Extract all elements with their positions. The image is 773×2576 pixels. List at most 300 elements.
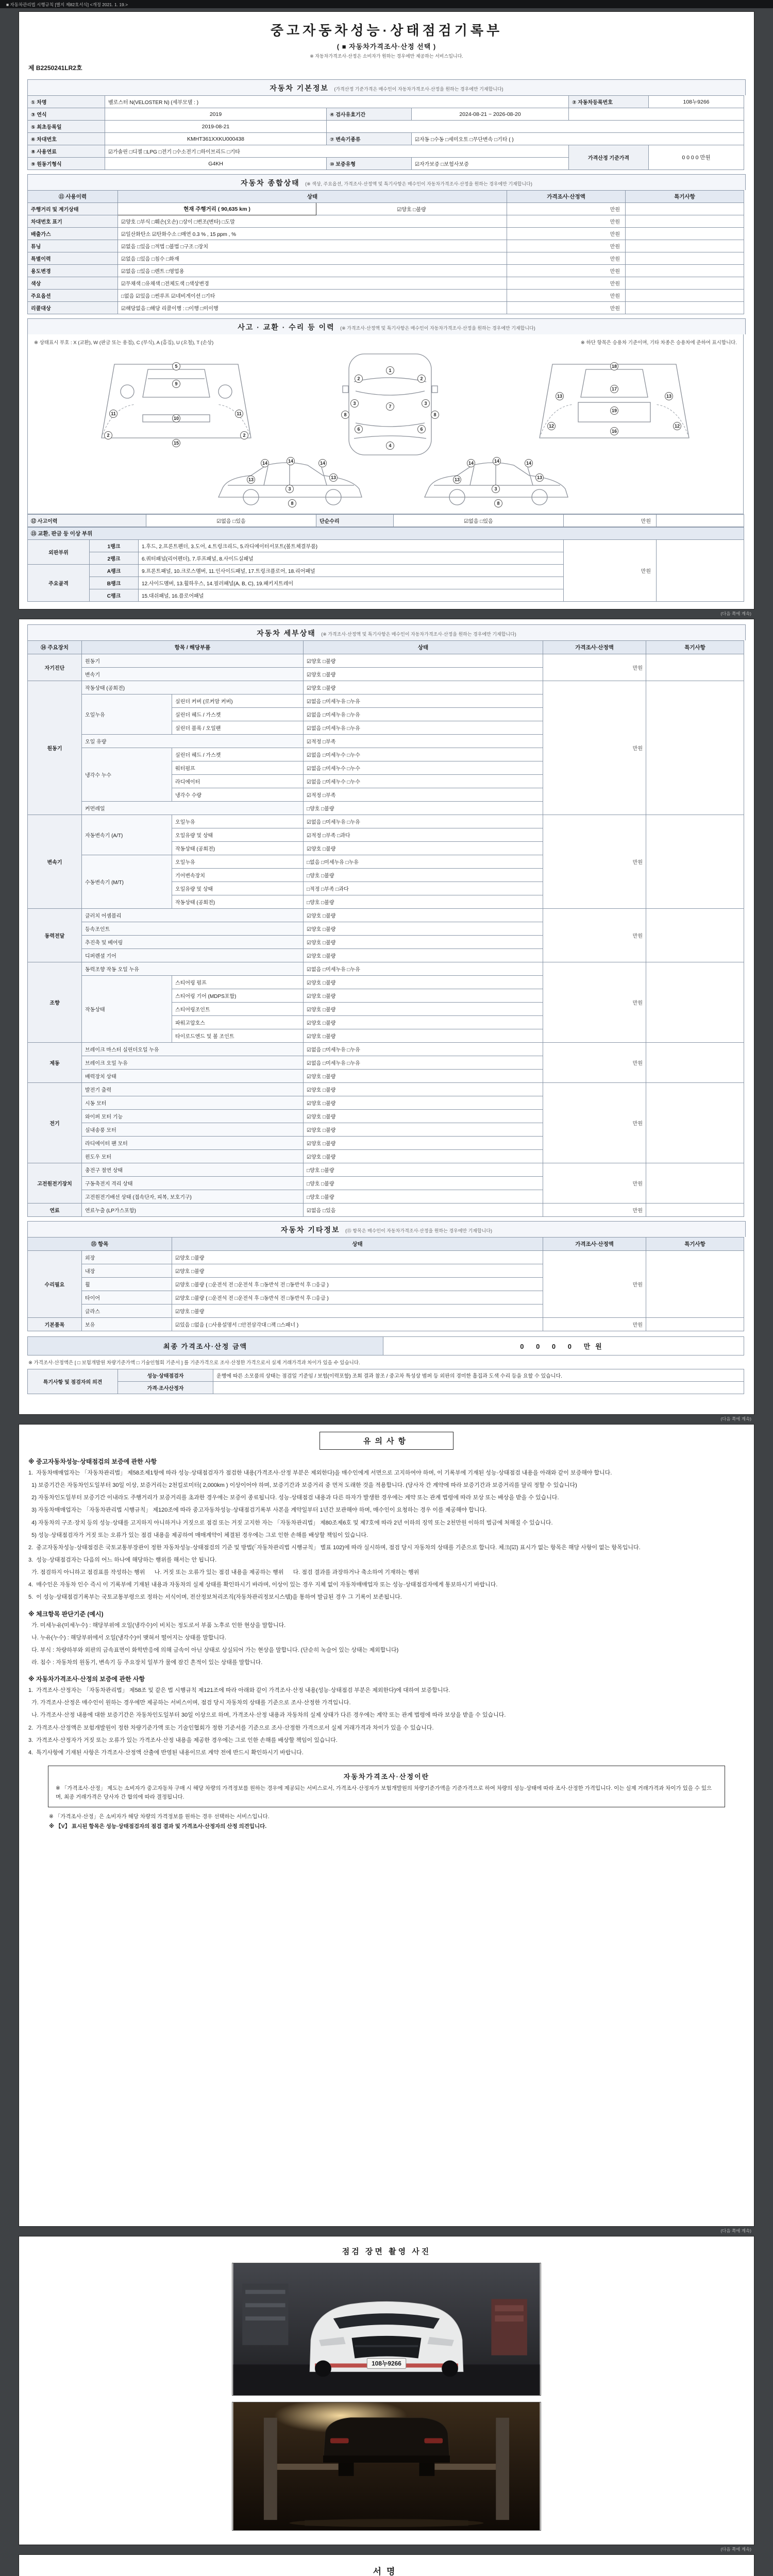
notice-paragraph: 1. 가격조사·산정자는 「자동차관리법」 제58조 및 같은 법 시행규칙 제121조에 따라 아래와 같이 가격조사·산정 내용(성능·상태점검 부분은 제외한다)에 대하여 보증합니다. xyxy=(28,1687,450,1694)
checkbox-group[interactable]: ☑자가보증 □보험사보증 xyxy=(412,158,569,170)
checkbox-group[interactable]: ☑없음 □미세누유 □누유 xyxy=(304,815,543,828)
field-value: 디퍼렌셜 기어 xyxy=(82,949,304,962)
field-value: 타이로드엔드 및 볼 조인트 xyxy=(172,1029,304,1043)
checkbox-group[interactable]: ☑양호 □불량 xyxy=(304,1150,543,1163)
checkbox-group[interactable]: □양호 □불량 xyxy=(304,1163,543,1177)
checkbox-group[interactable]: ☑양호 □불량 xyxy=(172,1304,543,1318)
checkbox-group[interactable]: ☑가솔린 □디젤 □LPG □전기 □수소전기 □하이브리드 □기타 xyxy=(105,145,569,158)
checkbox-group[interactable]: □없음 □미세누유 □누유 xyxy=(304,855,543,869)
page-continue-caption: (다음 쪽에 계속) xyxy=(720,611,751,616)
price-amount-cell: 만원 xyxy=(507,265,626,277)
notice-section-heading: ※ 자동차가격조사·산정의 보증에 관한 사항 xyxy=(28,1675,145,1683)
part-number-label: 6 xyxy=(357,427,360,432)
notice-section-heading: ※ 중고자동차성능·상태점검의 보증에 관한 사항 xyxy=(28,1458,157,1465)
field-value: 고전원전기배선 상태 (접속단자, 피복, 보호기구) xyxy=(82,1190,304,1204)
part-number-label: 9 xyxy=(175,381,178,386)
field-value: 발전기 출력 xyxy=(82,1083,304,1096)
checkbox-group[interactable]: ☑없음 □있음 xyxy=(304,1204,543,1217)
checkbox-group[interactable]: □적정 □부족 □과다 xyxy=(304,882,543,895)
status-code-legend: ※ 상태표시 부호 : X (교환), W (판금 또는 용접), C (부식), A (흠집), U (요철), T (손상) xyxy=(34,340,214,346)
field-label: 기본품목 xyxy=(28,1318,82,1331)
checkbox-group[interactable]: ☑양호 □불량 xyxy=(304,949,543,962)
vehicle-model-name: 벨로스터 N(VELOSTER N) (세부모델 : ) xyxy=(105,96,569,108)
checkbox-group[interactable]: ☑양호 □불량 xyxy=(304,1016,543,1029)
part-number-label: 2 xyxy=(357,376,360,381)
column-header: 상태 xyxy=(172,1238,543,1251)
column-header: 특기사항 xyxy=(646,641,744,654)
field-value xyxy=(646,1204,744,1217)
field-label: 단순수리 xyxy=(316,515,394,527)
panel-signature xyxy=(19,2554,754,2576)
field-value: 오일누유 xyxy=(172,815,304,828)
notice-paragraph: 5. 이 성능·상태점검기록부는 국토교통부령으로 정하는 서식이며, 전산정보처리조직(자동차관리정보시스템)을 통하여 발급된 경우 그 기록이 보존됩니다. xyxy=(28,1594,402,1601)
section-detail-header xyxy=(27,624,746,640)
engine-type: G4KH xyxy=(105,158,327,170)
panel-main-form xyxy=(19,11,754,609)
part-number-label: 14 xyxy=(288,459,294,464)
field-value xyxy=(646,681,744,815)
field-value: 오일누유 xyxy=(172,855,304,869)
section-detail-title: 자동차 세부상태 xyxy=(257,629,316,637)
diagram-legend xyxy=(32,337,739,348)
field-value xyxy=(626,290,744,302)
price-amount-cell: 만원 xyxy=(543,909,646,962)
comprehensive-status-table xyxy=(27,190,744,314)
column-header: 가격조사·산정액 xyxy=(543,641,646,654)
field-value: 글라스 xyxy=(82,1304,172,1318)
field-label: C랭크 xyxy=(90,589,139,602)
checkbox-group[interactable]: ☑양호 □불량 xyxy=(304,1123,543,1137)
price-appraisal-box-title: 자동차가격조사·산정이란 xyxy=(343,1772,430,1781)
notice-paragraph: 3) 자동차매매업자는 「자동차관리법 시행규칙」 제120조에 따라 중고자동차성능·상태점검기록부 사본을 계약일부터 1년간 보관해야 하며, 매수인이 요청하는 경우 이를 제공해야 합니다. xyxy=(28,1507,487,1514)
car-front-clip-diagram xyxy=(102,363,251,447)
checkbox-group[interactable]: ☑양호 □불량 xyxy=(304,1096,543,1110)
field-label: 가격·조사산정자 xyxy=(118,1382,213,1394)
field-value xyxy=(657,515,744,527)
field-value xyxy=(626,252,744,265)
vin-value: KMHT361XXKU000438 xyxy=(105,133,327,145)
price-amount-cell: 만원 xyxy=(507,302,626,314)
checkbox-group[interactable]: ☑양호 □불량 xyxy=(304,1029,543,1043)
checkbox-group[interactable]: ☑없음 □있음 □적법 □불법 □구조 □장치 xyxy=(118,240,507,252)
field-value: 파워고압호스 xyxy=(172,1016,304,1029)
field-value: 오일유량 및 상태 xyxy=(172,882,304,895)
checkbox-group[interactable]: ☑없음 □미세누수 □누수 xyxy=(304,748,543,761)
odometer-value: 현재 주행거리 ( 90,635 km ) xyxy=(118,203,316,215)
price-amount-cell: 만원 xyxy=(564,515,657,527)
price-amount-cell: 만원 xyxy=(507,290,626,302)
price-amount-cell: 만원 xyxy=(543,1251,646,1318)
page-continue-caption: (다음 쪽에 계속) xyxy=(720,2547,751,2552)
price-basis-note: ※ 가격조사·산정액은 [ □ 보험개발원 차량기준가액 □ 기술인협회 기준서 ] 를 기준가격으로 조사·산정한 가격으로서 실제 거래가격과 차이가 있을 수 있습니다. xyxy=(28,1360,360,1366)
license-plate-number: 108누9266 xyxy=(649,96,744,108)
field-value: 타이어 xyxy=(82,1291,172,1304)
checkbox-group[interactable]: ☑양호 □불량 xyxy=(304,681,543,694)
damage-diagram-box xyxy=(27,334,744,514)
field-value: 수동변속기 (M/T) xyxy=(82,855,172,909)
checkbox-group[interactable]: ☑양호 □불량 xyxy=(304,976,543,989)
panel-photos xyxy=(19,2236,754,2545)
column-header: ⑬ 교환, 판금 등 이상 부위 xyxy=(28,528,744,540)
emission-values[interactable]: ☑일산화탄소 ☑탄화수소 □매연 0.3 % , 15 ppm , % xyxy=(118,228,507,240)
field-value: 냉각수 수량 xyxy=(172,788,304,802)
field-label: 연료 xyxy=(28,1204,82,1217)
notice-paragraph: 다. 부식 : 차량하부와 외판의 금속표면이 화학반응에 의해 금속이 아닌 상태로 상실되어 가는 현상을 말합니다. (단순히 녹슬어 있는 상태는 제외합니다) xyxy=(28,1647,399,1653)
part-number-label: 3 xyxy=(353,401,356,406)
field-value: 실린더 헤드 / 가스켓 xyxy=(172,708,304,721)
checkbox-group[interactable]: ☑양호 □불량 xyxy=(304,1070,543,1083)
inspection-photo-front xyxy=(232,2263,541,2396)
document-note: ※ 자동차가격조사·산정은 소비자가 원하는 경우에만 제공하는 서비스입니다. xyxy=(310,54,463,59)
checkbox-group[interactable]: □양호 □불량 xyxy=(304,802,543,815)
field-value: 구동축전지 격리 상태 xyxy=(82,1177,304,1190)
field-value: 추진축 및 베어링 xyxy=(82,936,304,949)
field-value: 등속조인트 xyxy=(82,922,304,936)
accident-parts-table xyxy=(27,527,744,602)
part-number-label: 11 xyxy=(111,411,116,416)
checkbox-group[interactable]: ☑있음 □없음 ( □사용설명서 □안전삼각대 □잭 □스패너 ) xyxy=(172,1318,543,1331)
field-value: 9.프론트패널, 10.크로스멤버, 11.인사이드패널, 17.트렁크플로어, 18.리어패널 xyxy=(139,565,564,577)
checkbox-group[interactable]: ☑없음 □미세누유 □누유 xyxy=(304,694,543,708)
field-value: 충전구 절연 상태 xyxy=(82,1163,304,1177)
column-header: 가격조사·산정액 xyxy=(543,1238,646,1251)
field-value xyxy=(646,1251,744,1318)
part-number-label: 4 xyxy=(389,443,392,448)
section-accident-title: 사고 · 교환 · 수리 등 이력 xyxy=(238,323,335,331)
field-value: 기어변속장치 xyxy=(172,869,304,882)
first-registration-date: 2019-08-21 xyxy=(105,121,327,133)
price-appraisal-box-text: ※ 「가격조사·산정」 제도는 소비자가 중고자동차 구매 시 해당 차량의 가격정보를 원하는 경우에 제공되는 서비스로서, 가격조사·산정자가 보험개발원의 차량기준가액을 기준가격으로 하여 차량의 성능·상태에 따라 조사·산정한 가격입니다. 이는 실제 거래가격과 차이가 있을 수 있으며, 최종 거래가격은 당사자 간 합의에 따라 결정됩니다. xyxy=(56,1785,712,1800)
checkbox-group[interactable]: ☑양호 □불량 xyxy=(172,1264,543,1278)
law-reference-text: ■ 자동차관리법 시행규칙 [별지 제82호서식] <개정 2021. 1. 19.> xyxy=(6,2,128,7)
part-number-label: 8 xyxy=(433,412,436,417)
checkbox-group[interactable]: ☑적정 □부족 xyxy=(304,735,543,748)
inspector-opinion: 운행에 따른 소모품의 상태는 점검일 기준임 / 보험(이력포함) 조회 결과 참조 / 중고차 특성상 범퍼 등 외판의 경미한 흠집과 도색 수리 등을 요할 수 있습니다. xyxy=(213,1369,744,1382)
notice-paragraph: 2. 중고자동차성능·상태점검은 국토교통부장관이 정한 자동차성능·상태점검의 기준 및 방법(「자동차관리법 시행규칙」 별표 102)에 따라 실시하며, 점검 당시 자동차의 상태를 기준으로 합니다. 체크(☑) 표시가 없는 항목은 해당 사항이 없는 항목입니다. xyxy=(28,1544,641,1551)
price-amount-cell: 만원 xyxy=(507,277,626,290)
part-number-label: 13 xyxy=(557,394,563,399)
checkbox-group[interactable]: ☑없음 □있음 xyxy=(146,515,316,527)
checkbox-group[interactable]: ☑양호 □불량 xyxy=(304,1137,543,1150)
section-comprehensive-note: (※ 색상, 주요옵션, 가격조사·산정액 및 특기사항은 매수인이 자동차가격조사·산정을 원하는 경우에만 기재합니다) xyxy=(305,181,532,187)
section-etc-note: (⑮ 항목은 매수인이 자동차가격조사·산정을 원하는 경우에만 기재합니다) xyxy=(345,1228,493,1233)
checkbox-group[interactable]: ☑없음 □미세누수 □누수 xyxy=(304,761,543,775)
field-value xyxy=(626,228,744,240)
car-rear-clip-diagram xyxy=(540,363,689,438)
field-value: 1.후드, 2.프론트펜더, 3.도어, 4.트렁크리드, 5.라디에이터서포트(볼트체결부품) xyxy=(139,540,564,552)
field-label: ⑫ 사고이력 xyxy=(28,515,146,527)
basic-info-table xyxy=(27,95,744,170)
part-number-label: 15 xyxy=(173,440,179,446)
checkbox-group[interactable]: ☑해당없음 □해당 리콜이행 : □이행 □미이행 xyxy=(118,302,507,314)
field-label: 특별이력 xyxy=(28,252,118,265)
checkbox-group[interactable]: ☑양호 □부식 □훼손(오손) □상이 □변조(변타) □도말 xyxy=(118,215,507,228)
field-value: 연료누출 (LP가스포함) xyxy=(82,1204,304,1217)
section-basic-note: (가격산정 기준가격은 매수인이 자동차가격조사·산정을 원하는 경우에만 기재합니다) xyxy=(334,87,503,92)
field-label: 자기진단 xyxy=(28,654,82,681)
field-label: 차대번호 표기 xyxy=(28,215,118,228)
part-number-label: 1 xyxy=(389,368,392,373)
notice-paragraph: 5) 성능·상태점검자가 거짓 또는 오류가 있는 점검 내용을 제공하여 매매계약이 체결된 경우에는 그로 인한 손해를 배상할 책임이 있습니다. xyxy=(28,1532,368,1538)
price-amount-cell: 만원 xyxy=(543,681,646,815)
field-value xyxy=(646,1318,744,1331)
checkbox-group[interactable]: ☑양호 □불량 ( □운전석 전 □운전석 후 □동반석 전 □동반석 후 □응급 ) xyxy=(172,1291,543,1304)
section-basic-title: 자동차 기본정보 xyxy=(270,84,329,92)
notice-paragraph: 가. 미세누유(미세누수) : 해당부위에 오일(냉각수)이 비치는 정도로서 부품 노후로 인한 현상을 말합니다. xyxy=(28,1622,286,1629)
section-accident-note: (※ 가격조사·산정액 및 특기사항은 매수인이 자동차가격조사·산정을 원하는 경우에만 기재합니다) xyxy=(340,326,535,331)
field-value: 실린더 커버 (로커암 커버) xyxy=(172,694,304,708)
checkbox-group[interactable]: □없음 ☑있음 □썬루프 ☑네비게이션 □기타 xyxy=(118,290,507,302)
field-value xyxy=(626,265,744,277)
field-value xyxy=(646,909,744,962)
price-amount-cell: 만원 xyxy=(543,654,646,681)
part-number-label: 6 xyxy=(420,427,423,432)
field-value xyxy=(646,1083,744,1163)
checkbox-group[interactable]: ☑적정 □부족 xyxy=(304,788,543,802)
field-value: 동력조향 작동 오일 누유 xyxy=(82,962,304,976)
field-value: 12.사이드멤버, 13.휠하우스, 14.필러패널(A, B, C), 19.패키지트레이 xyxy=(139,577,564,589)
part-number-label: 14 xyxy=(262,461,268,466)
field-label: 원동기 xyxy=(28,681,82,815)
part-number-label: 2 xyxy=(107,433,110,438)
field-label: 주요옵션 xyxy=(28,290,118,302)
field-value: 스티어링 펌프 xyxy=(172,976,304,989)
price-amount-cell: 만원 xyxy=(543,1043,646,1083)
field-value: 와이퍼 모터 기능 xyxy=(82,1110,304,1123)
notice-section-heading: ※ 체크항목 판단기준 (예시) xyxy=(28,1610,104,1618)
column-header: ⑭ 주요장치 xyxy=(28,641,82,654)
field-label: ⑥ 차대번호 xyxy=(28,133,105,145)
price-amount-cell: 만원 xyxy=(543,1204,646,1217)
checkbox-group[interactable]: ☑양호 □불량 xyxy=(304,1003,543,1016)
checkbox-group[interactable]: ☑없음 □있음 □렌트 □영업용 xyxy=(118,265,507,277)
field-label: 배출가스 xyxy=(28,228,118,240)
car-side-view-right-diagram xyxy=(425,457,568,507)
field-value: 실린더 블록 / 오일팬 xyxy=(172,721,304,735)
part-number-label: 8 xyxy=(344,412,347,417)
field-label: 조향 xyxy=(28,962,82,1043)
field-value xyxy=(646,1043,744,1083)
price-amount-cell: 만원 xyxy=(564,540,657,602)
inspector-opinion-table xyxy=(27,1369,744,1394)
checkbox-group[interactable]: ☑양호 □불량 xyxy=(304,842,543,855)
column-header: 특기사항 xyxy=(626,191,744,203)
part-number-label: 12 xyxy=(674,423,680,429)
field-value: 스티어링조인트 xyxy=(172,1003,304,1016)
field-value: 라디에이터 xyxy=(172,775,304,788)
field-label: 가격산정 기준가격 xyxy=(569,145,649,170)
notice-paragraph: 1. 자동차매매업자는 「자동차관리법」 제58조제1항에 따라 성능·상태점검자가 점검한 내용(가격조사·산정 부분은 제외한다)을 매수인에게 서면으로 고지하여야 하며, 이 기록부에 기재된 성능·상태점검 내용을 아래와 같이 보증해야 합니다. xyxy=(28,1470,612,1476)
checkbox-group[interactable]: ☑양호 □불량 ( □운전석 전 □운전석 후 □동반석 전 □동반석 후 □응급 ) xyxy=(172,1278,543,1291)
document-number: 제 B2250241LR2호 xyxy=(28,64,82,72)
checkbox-group[interactable]: □양호 □불량 xyxy=(304,1177,543,1190)
field-value xyxy=(646,962,744,1043)
notice-paragraph: 가. 가격조사·산정은 매수인이 원하는 경우에만 제공하는 서비스이며, 점검 당시 자동차의 상태를 기준으로 조사·산정한 가격입니다. xyxy=(28,1700,351,1706)
part-number-label: 11 xyxy=(237,411,242,416)
field-label: 수리필요 xyxy=(28,1251,82,1318)
etc-info-table xyxy=(27,1237,744,1331)
accident-history-table xyxy=(27,514,744,527)
part-number-label: 14 xyxy=(494,459,500,464)
field-label: ⑤ 최초등록일 xyxy=(28,121,105,133)
field-value xyxy=(646,654,744,681)
field-value: 클러치 어셈블리 xyxy=(82,909,304,922)
field-value: 스티어링 기어 (MDPS포함) xyxy=(172,989,304,1003)
checkbox-group[interactable]: ☑양호 □불량 xyxy=(172,1251,543,1264)
checkbox-group[interactable]: ☑양호 □불량 xyxy=(304,654,543,668)
part-number-label: 16 xyxy=(611,429,617,434)
checkbox-group[interactable]: ☑양호 □불량 xyxy=(304,989,543,1003)
field-label: ⑧ 사용연료 xyxy=(28,145,105,158)
field-value xyxy=(626,277,744,290)
field-value: 변속기 xyxy=(82,668,304,681)
part-number-label: 13 xyxy=(666,394,672,399)
field-label: ⑦ 변속기종류 xyxy=(327,133,412,145)
notice-title: 유의사항 xyxy=(320,1432,453,1450)
part-number-label: 18 xyxy=(611,364,617,369)
field-label: ④ 검사유효기간 xyxy=(327,108,412,121)
checkbox-group[interactable]: ☑양호 □불량 xyxy=(304,668,543,681)
part-number-label: 8 xyxy=(291,501,294,506)
checkbox-group[interactable]: ☑없음 □미세누수 □누수 xyxy=(304,775,543,788)
price-amount-cell: 만원 xyxy=(543,1318,646,1331)
final-price-table xyxy=(27,1336,744,1355)
checkbox-group[interactable]: ☑없음 □미세누유 □누유 xyxy=(304,962,543,976)
field-value: 윈도우 모터 xyxy=(82,1150,304,1163)
document-header xyxy=(27,17,746,75)
checkbox-group[interactable]: ☑없음 □있음 □침수 □화재 xyxy=(118,252,507,265)
field-label: 색상 xyxy=(28,277,118,290)
field-value: 오일유량 및 상태 xyxy=(172,828,304,842)
field-label: A랭크 xyxy=(90,565,139,577)
field-value xyxy=(646,815,744,909)
checkbox-group[interactable]: ☑없음 □미세누유 □누유 xyxy=(304,1043,543,1056)
inspection-valid-period: 2024-08-21 ~ 2026-08-20 xyxy=(412,108,569,121)
section-comprehensive-header xyxy=(27,174,746,190)
notice-paragraph: 2) 자동차인도일부터 보증기간 이내라도 주행거리가 보증거리를 초과한 경우에는 보증이 종료됩니다. 성능·상태점검 내용과 다른 하자가 발생한 경우에는 계약 또는 관계 법령에 따라 보상 또는 배상을 받을 수 있습니다. xyxy=(28,1495,559,1501)
field-value: 시동 모터 xyxy=(82,1096,304,1110)
field-value: 실린더 헤드 / 가스켓 xyxy=(172,748,304,761)
checkbox-group[interactable]: ☑양호 □불량 xyxy=(304,1083,543,1096)
section-detail-note: (※ 가격조사·산정액 및 특기사항은 매수인이 자동차가격조사·산정을 원하는 경우에만 기재합니다) xyxy=(321,632,516,637)
section-accident-header xyxy=(27,318,746,334)
price-amount-cell: 만원 xyxy=(507,252,626,265)
price-amount-cell: 만원 xyxy=(507,203,626,215)
field-label: 주행거리 및 계기상태 xyxy=(28,203,118,215)
section-comprehensive-title: 자동차 종합상태 xyxy=(241,179,300,187)
field-value: 워터펌프 xyxy=(172,761,304,775)
checkbox-group[interactable]: ☑없음 □있음 xyxy=(394,515,564,527)
car-damage-diagram xyxy=(32,348,748,513)
part-number-label: 14 xyxy=(468,461,474,466)
notice-paragraph: 나. 누유(누수) : 해당부위에서 오일(냉각수)이 맺혀서 떨어지는 상태를 말합니다. xyxy=(28,1634,226,1641)
field-label: 전기 xyxy=(28,1083,82,1163)
page-title: 중고자동차성능·상태점검기록부 xyxy=(270,23,503,38)
law-reference-bar xyxy=(0,0,773,8)
field-value: 원동기 xyxy=(82,654,304,668)
column-header: 특기사항 xyxy=(646,1238,744,1251)
notice-tail-line-bold: ※ 【V】 표시된 항목은 성능·상태점검자의 점검 결과 및 가격조사·산정자의 산정 의견입니다. xyxy=(49,1823,267,1829)
checkbox-group[interactable]: ☑무채색 □유채색 □전체도색 □색상변경 xyxy=(118,277,507,290)
part-number-label: 12 xyxy=(548,423,554,429)
panel-detail-form xyxy=(19,619,754,1415)
notice-paragraph: 3. 가격조사·산정자가 거짓 또는 오류가 있는 가격조사·산정 내용을 제공한 경우에는 그로 인한 손해를 배상할 책임이 있습니다. xyxy=(28,1737,338,1743)
part-number-label: 2 xyxy=(420,376,423,381)
document-subtitle: ( ■ 자동차가격조사·산정 선택 ) xyxy=(337,43,436,50)
checkbox-group[interactable]: □양호 □불량 xyxy=(304,895,543,909)
part-number-label: 14 xyxy=(320,461,326,466)
checkbox-group[interactable]: □양호 □불량 xyxy=(304,1190,543,1204)
price-amount-cell: 만원 xyxy=(507,215,626,228)
field-value xyxy=(569,108,744,121)
field-value: 오일누유 xyxy=(82,694,172,735)
car-top-view-diagram xyxy=(342,354,439,455)
field-label: 동력전달 xyxy=(28,909,82,962)
part-number-label: 17 xyxy=(611,386,617,392)
field-label: 제동 xyxy=(28,1043,82,1083)
price-amount-cell: 만원 xyxy=(543,1163,646,1204)
field-value xyxy=(626,302,744,314)
field-value xyxy=(626,240,744,252)
part-number-label: 5 xyxy=(175,364,178,369)
field-value: 커먼레일 xyxy=(82,802,304,815)
checkbox-group[interactable]: ☑양호 □불량 xyxy=(304,1110,543,1123)
field-label: 용도변경 xyxy=(28,265,118,277)
section-etc-header xyxy=(27,1221,746,1237)
diagram-note: ※ 하단 항목은 승용차 기준이며, 기타 차종은 승용차에 준하여 표시합니다. xyxy=(580,340,737,346)
part-number-label: 3 xyxy=(424,401,427,406)
field-label: B랭크 xyxy=(90,577,139,589)
notice-body xyxy=(27,1457,746,1757)
notice-paragraph: 라. 침수 : 자동차의 원동기, 변속기 등 주요장치 일부가 물에 잠긴 흔적이 있는 상태를 말합니다. xyxy=(28,1659,263,1666)
field-value: 작동상태 (공회전) xyxy=(172,895,304,909)
part-number-label: 13 xyxy=(536,475,543,480)
detail-status-table xyxy=(27,640,744,1217)
column-header: 가격조사·산정액 xyxy=(507,191,626,203)
column-header: ⑪ 사용이력 xyxy=(28,191,118,203)
checkbox-group[interactable]: □양호 □불량 xyxy=(304,869,543,882)
field-label: 리콜대상 xyxy=(28,302,118,314)
field-value: 6.쿼터패널(리어펜더), 7.루프패널, 8.사이드실패널 xyxy=(139,552,564,565)
checkbox-group[interactable]: ☑양호 □불량 xyxy=(304,922,543,936)
part-number-label: 14 xyxy=(526,461,532,466)
checkbox-group[interactable]: ☑양호 □불량 xyxy=(304,909,543,922)
checkbox-group[interactable]: ☑없음 □미세누유 □누유 xyxy=(304,1056,543,1070)
field-value: 최종 가격조사·산정 금액 xyxy=(28,1337,383,1355)
checkbox-group[interactable]: ☑자동 □수동 □세미오토 □무단변속 □기타 ( ) xyxy=(412,133,744,145)
field-value xyxy=(626,203,744,215)
part-number-label: 13 xyxy=(330,475,337,480)
field-value: 15.대쉬패널, 16.플로어패널 xyxy=(139,589,564,602)
price-amount-cell: 만원 xyxy=(543,815,646,909)
checkbox-group[interactable]: ☑양호 □불량 xyxy=(304,936,543,949)
checkbox-group[interactable]: ☑양호 □불량 xyxy=(316,203,507,215)
notice-paragraph: 1) 보증기간은 자동차인도일부터 30일 이상, 보증거리는 2천킬로미터( 2,000km ) 이상이어야 하며, 보증기간과 보증거리 중 먼저 도래한 것을 적용합니다. (당사자 간 계약에 따라 보증기간과 보증거리를 달리 정할 수 있습니다) xyxy=(28,1482,577,1489)
field-value: 작동상태 xyxy=(82,976,172,1043)
field-label: 변속기 xyxy=(28,815,82,909)
appraiser-opinion xyxy=(213,1382,744,1394)
notice-paragraph: 가. 점검하지 아니하고 점검표를 작성하는 행위 나. 거짓 또는 오류가 있는 점검 내용을 제공하는 행위 다. 점검 결과를 과장하거나 축소하여 기재하는 행위 xyxy=(28,1569,419,1576)
panel-notice xyxy=(19,1424,754,2227)
base-price-value: 0 0 0 0 만원 xyxy=(649,145,744,170)
part-number-label: 3 xyxy=(494,486,497,492)
field-label: 특기사항 및 점검자의 의견 xyxy=(28,1369,118,1394)
field-label: 성능·상태점검자 xyxy=(118,1369,213,1382)
part-number-label: 2 xyxy=(243,433,246,438)
checkbox-group[interactable]: ☑적정 □부족 □과다 xyxy=(304,828,543,842)
checkbox-group[interactable]: ☑없음 □미세누유 □누유 xyxy=(304,708,543,721)
checkbox-group[interactable]: ☑없음 □미세누유 □누유 xyxy=(304,721,543,735)
